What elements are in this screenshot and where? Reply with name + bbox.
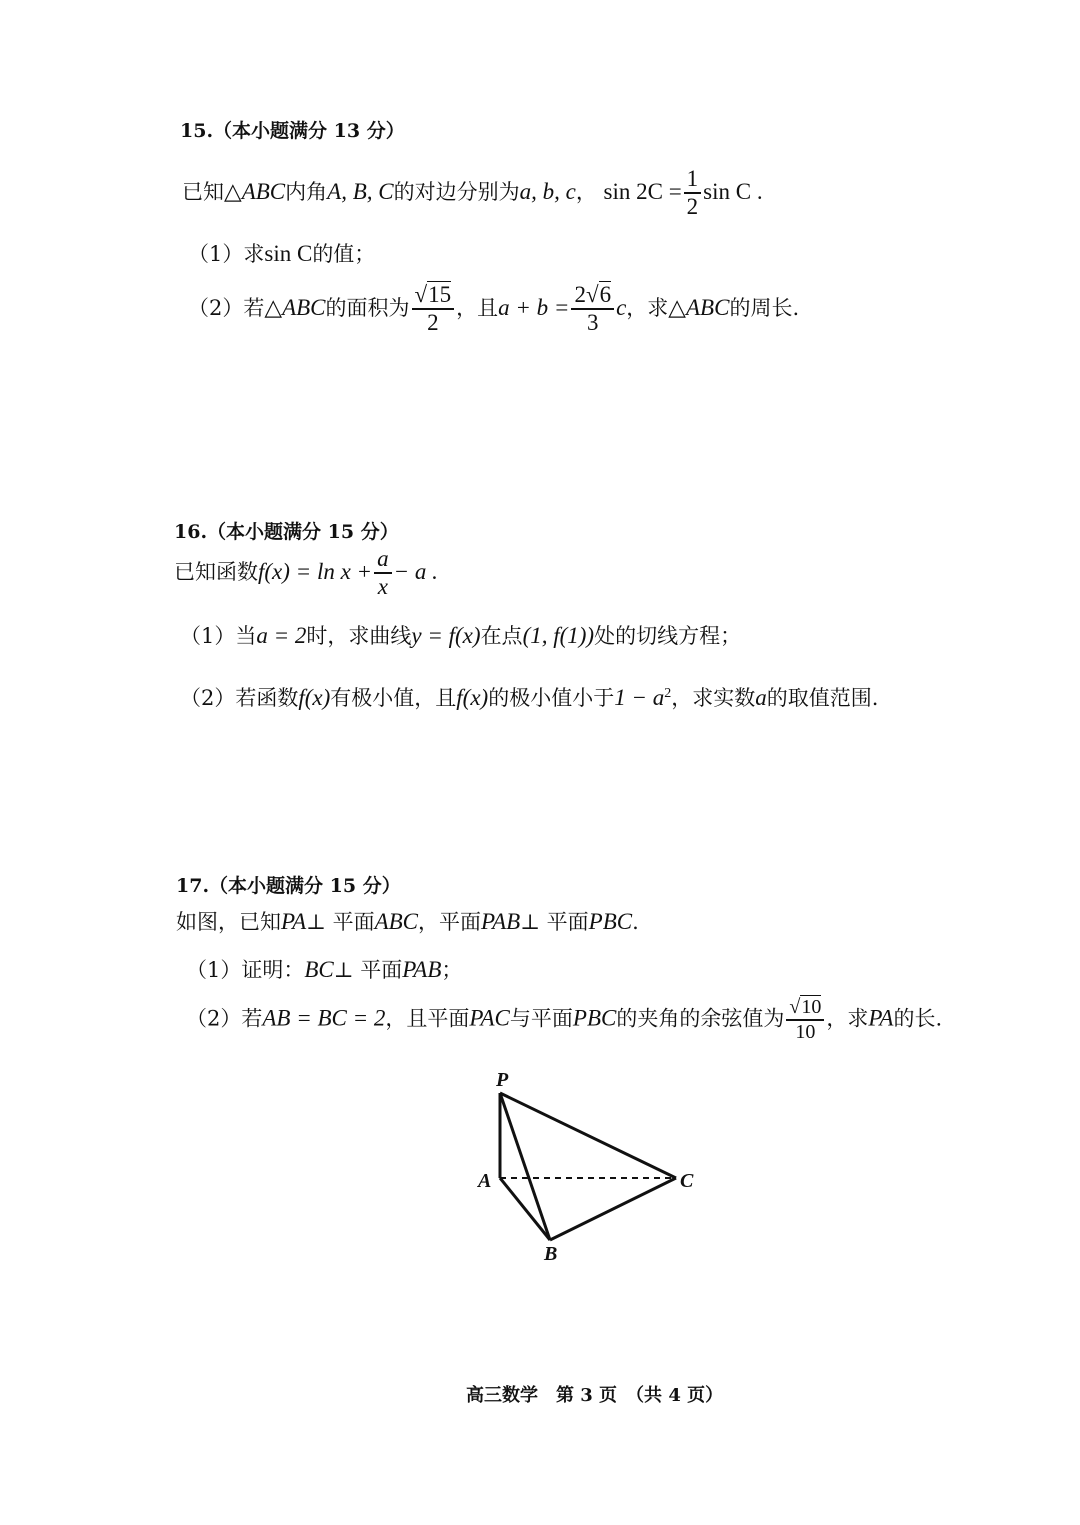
q17-part2: （2）若AB = BC = 2，且平面PAC与平面PBC的夹角的余弦值为 $\frac{√10}{10}$ ，求PA的长. <box>186 996 943 1043</box>
q16-statement: 已知函数f(x) = ln x + $\frac{a}{x}$ − a . <box>174 546 438 600</box>
label-a: A <box>478 1170 492 1192</box>
q15-part1: （1）求sin C的值； <box>188 241 376 266</box>
q17-header: 17.（本小题满分 15 分） <box>176 875 401 897</box>
a-over-x-fraction: $\frac{a}{x}$ <box>374 546 392 601</box>
q17-part1: （1）证明：BC⊥ 平面PAB； <box>186 957 463 982</box>
q17-statement: 如图，已知PA⊥ 平面ABC，平面PAB⊥ 平面PBC. <box>176 909 639 934</box>
label-c: C <box>680 1170 694 1192</box>
edge-pc <box>500 1093 676 1178</box>
pyramid-figure <box>470 1060 710 1270</box>
label-p: P <box>496 1069 509 1091</box>
edge-bc <box>550 1178 676 1240</box>
q16-part1: （1）当a = 2时，求曲线y = f(x)在点(1, f(1))处的切线方程； <box>180 623 742 648</box>
area-fraction: $\frac{√15}{2}$ <box>412 282 455 337</box>
q15-header: 15.（本小题满分 13 分） <box>180 120 405 142</box>
q16-header: 16.（本小题满分 15 分） <box>174 521 399 543</box>
q15-statement: 已知△ABC内角A, B, C的对边分别为a, b, c， sin 2C = $\frac{1}{2}$ sin C . <box>182 166 763 220</box>
edge-ab <box>500 1178 550 1240</box>
q15-part2: （2）若△ABC的面积为 $\frac{√15}{2}$ ，且a + b = $\frac{2√6}{3}$ c，求△ABC的周长. <box>188 282 800 336</box>
label-b: B <box>544 1243 558 1265</box>
page-footer: 高三数学 第 3 页 （共 4 页） <box>466 1385 724 1406</box>
cos-fraction: $\frac{√10}{10}$ <box>786 996 824 1044</box>
q16-part2: （2）若函数f(x)有极小值，且f(x)的极小值小于$1 - a^2$，求实数a的取值范围. <box>180 685 879 710</box>
coef-fraction: $\frac{2√6}{3}$ <box>571 282 614 337</box>
half-fraction: $\frac{1}{2}$ <box>684 166 702 221</box>
